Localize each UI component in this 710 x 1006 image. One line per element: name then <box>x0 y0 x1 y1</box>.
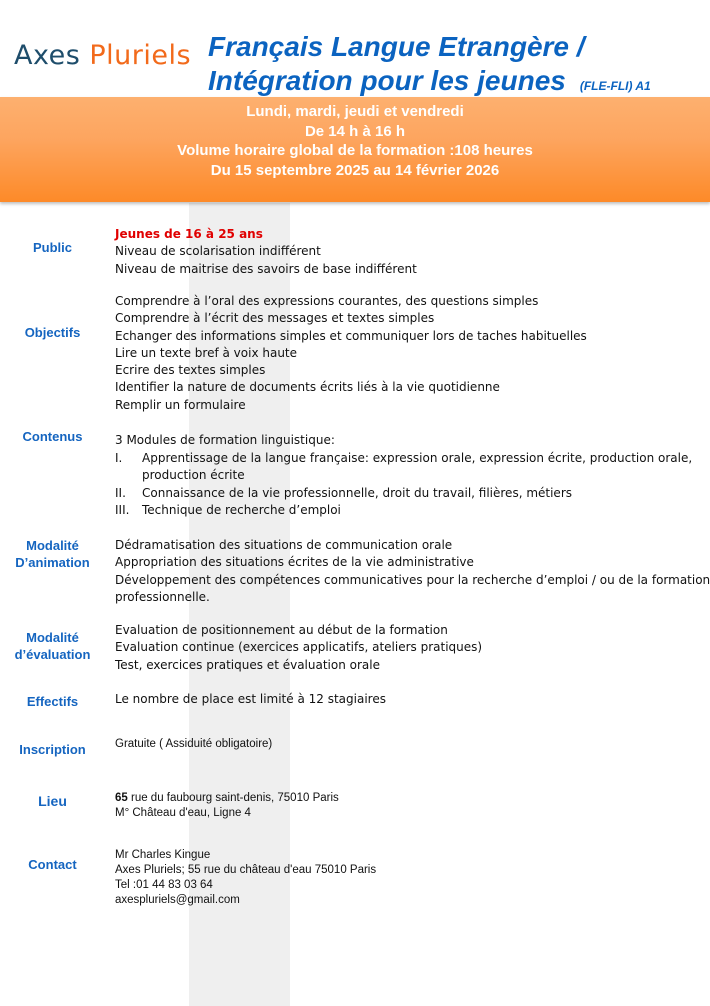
item-text: Connaissance de la vie professionnelle, droit du travail, filières, métiers <box>142 486 573 500</box>
public-highlight: Jeunes de 16 à 25 ans <box>115 227 263 241</box>
inscription-content: Gratuite ( Assiduité obligatoire) <box>115 738 273 750</box>
objectif-item: Lire un texte bref à voix haute <box>115 345 298 360</box>
schedule-banner <box>0 97 710 202</box>
page-title <box>208 30 651 103</box>
title-line-2-wrap <box>208 64 651 103</box>
title-line-2: Intégration pour les jeunes <box>208 65 566 96</box>
animation-line: Dédramatisation des situations de communication orale <box>115 538 453 552</box>
evaluation-content <box>115 622 482 674</box>
street-number: 65 <box>115 792 128 804</box>
objectif-item: Remplir un formulaire <box>115 397 246 412</box>
logo-pluriels-text: Pluriels <box>89 40 192 71</box>
label-line: Modalité <box>26 538 79 553</box>
item-number: III. <box>115 503 130 517</box>
contact-content <box>115 848 376 908</box>
banner-dates: Du 15 septembre 2025 au 14 février 2026 <box>210 161 500 179</box>
banner-days: Lundi, mardi, jeudi et vendredi <box>246 103 464 120</box>
label-inscription: Inscription <box>19 742 86 757</box>
evaluation-line: Evaluation continue (exercices applicatifs, ateliers pratiques) <box>115 640 483 655</box>
banner-hours: De 14 h à 16 h <box>304 122 406 140</box>
evaluation-line: Evaluation de positionnement au début de la formation <box>115 623 448 637</box>
objectifs-content <box>115 293 587 414</box>
contact-org: Axes Pluriels; 55 rue du château d'eau 75010 Paris <box>115 864 377 876</box>
label-public: Public <box>32 240 72 255</box>
lieu-address-line <box>115 791 339 806</box>
label-line: D’animation <box>15 555 90 570</box>
label-contenus: Contenus <box>22 429 83 444</box>
metro-line: M° Château d'eau, Ligne 4 <box>115 807 251 819</box>
lieu-content <box>115 791 339 821</box>
label-line: d’évaluation <box>14 647 91 662</box>
banner-volume: Volume horaire global de la formation :108 heures <box>177 142 533 159</box>
item-number: II. <box>115 486 126 500</box>
objectif-item: Ecrire des textes simples <box>115 363 266 378</box>
label-lieu: Lieu <box>38 793 67 809</box>
objectif-item: Comprendre à l’écrit des messages et textes simples <box>115 311 435 326</box>
animation-line: professionnelle. <box>115 589 210 604</box>
public-content <box>115 226 417 278</box>
street-address: rue du faubourg saint-denis, 75010 Paris <box>127 792 339 804</box>
contenus-content <box>115 432 695 522</box>
axes-pluriels-logo <box>14 40 191 71</box>
public-line: Niveau de maitrise des savoirs de base indifférent <box>115 261 417 276</box>
label-effectifs: Effectifs <box>26 694 79 709</box>
animation-line: Appropriation des situations écrites de la vie administrative <box>115 555 474 570</box>
label-objectifs: Objectifs <box>24 325 81 340</box>
evaluation-line: Test, exercices pratiques et évaluation orale <box>115 657 380 672</box>
item-text: Apprentissage de la langue française: expression orale, expression écrite, production orale, production écrite <box>142 451 693 482</box>
label-modalite-evaluation <box>0 629 105 663</box>
logo-axes-text: Axes <box>14 40 81 71</box>
level-tag: (FLE-FLI) A1 <box>579 79 651 93</box>
item-text: Technique de recherche d’emploi <box>142 503 341 517</box>
objectif-item: Comprendre à l’oral des expressions courantes, des questions simples <box>115 294 539 308</box>
objectif-item: Identifier la nature de documents écrits liés à la vie quotidienne <box>115 380 500 395</box>
contact-name: Mr Charles Kingue <box>115 849 211 861</box>
animation-content <box>115 537 710 606</box>
title-line-1: Français Langue Etrangère / <box>208 31 585 62</box>
item-number: I. <box>115 451 123 465</box>
contact-email: axespluriels@gmail.com <box>115 894 240 906</box>
objectif-item: Echanger des informations simples et communiquer lors de taches habituelles <box>115 328 587 343</box>
contact-phone: Tel :01 44 83 03 64 <box>115 879 213 891</box>
animation-line: Développement des compétences communicatives pour la recherche d’emploi / ou de la formation <box>115 572 710 587</box>
label-contact: Contact <box>28 857 77 872</box>
label-modalite-animation <box>0 537 105 571</box>
label-line: Modalité <box>26 630 79 645</box>
public-line: Niveau de scolarisation indifférent <box>115 244 321 259</box>
contenus-intro: 3 Modules de formation linguistique: <box>115 433 335 447</box>
effectifs-content: Le nombre de place est limité à 12 stagiaires <box>115 692 386 706</box>
